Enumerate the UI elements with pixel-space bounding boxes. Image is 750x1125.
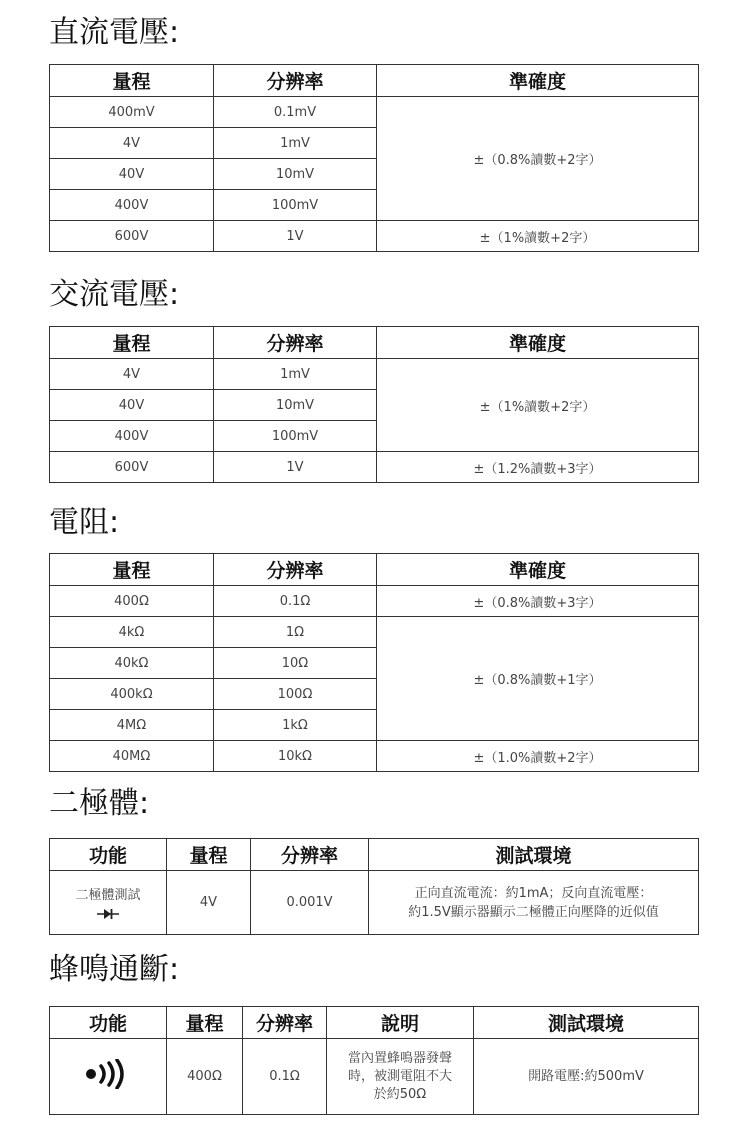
table-row (50, 871, 699, 935)
resolution-cell: 0.1mV (214, 97, 377, 128)
acv-table (49, 326, 699, 483)
table-row (50, 741, 699, 772)
resolution-cell: 1mV (214, 359, 377, 390)
header-accuracy: 準確度 (377, 554, 699, 586)
resolution-cell: 1mV (214, 128, 377, 159)
resolution-cell: 1kΩ (214, 710, 377, 741)
table-header-row (50, 839, 699, 871)
diode-symbol-icon (97, 908, 119, 920)
header-range: 量程 (50, 327, 214, 359)
diode-title: 二極體: (49, 786, 150, 821)
header-accuracy: 準確度 (377, 65, 699, 97)
function-cell (50, 1039, 167, 1115)
range-cell: 4kΩ (50, 617, 214, 648)
table-header-row (50, 1007, 699, 1039)
table-row (50, 221, 699, 252)
range-cell: 400Ω (167, 1039, 243, 1115)
range-cell: 4V (50, 359, 214, 390)
dcv-table (49, 64, 699, 252)
range-cell: 400V (50, 421, 214, 452)
buzzer-sound-icon (81, 1059, 135, 1089)
header-function: 功能 (50, 839, 167, 871)
resolution-cell: 100mV (214, 190, 377, 221)
header-resolution: 分辨率 (251, 839, 369, 871)
table-header-row (50, 554, 699, 586)
accuracy-cell: ±（1%讀數+2字） (377, 221, 699, 252)
table-header-row (50, 65, 699, 97)
test-env-line: 正向直流電流：約1mA；反向直流電壓： (414, 885, 653, 901)
test-env-cell: 開路電壓:約500mV (474, 1039, 699, 1115)
range-cell: 600V (50, 452, 214, 483)
range-cell: 4MΩ (50, 710, 214, 741)
table-row (50, 359, 699, 390)
header-resolution: 分辨率 (214, 554, 377, 586)
range-cell: 400mV (50, 97, 214, 128)
description-line: 於約50Ω (373, 1086, 427, 1102)
resolution-cell: 0.001V (251, 871, 369, 935)
res-table (49, 553, 699, 772)
header-resolution: 分辨率 (243, 1007, 327, 1039)
diode-table (49, 838, 699, 935)
range-cell: 400kΩ (50, 679, 214, 710)
table-row (50, 617, 699, 648)
acv-title: 交流電壓: (49, 277, 180, 312)
resolution-cell: 1V (214, 452, 377, 483)
table-row (50, 586, 699, 617)
accuracy-cell: ±（0.8%讀數+2字） (377, 97, 699, 221)
resolution-cell: 100Ω (214, 679, 377, 710)
res-title: 電阻: (49, 505, 120, 540)
resolution-cell: 10mV (214, 390, 377, 421)
header-range: 量程 (167, 839, 251, 871)
resolution-cell: 10kΩ (214, 741, 377, 772)
function-cell (50, 871, 167, 935)
test-env-line: 約1.5V顯示器顯示二極體正向壓降的近似值 (408, 904, 659, 920)
accuracy-cell: ±（1.0%讀數+2字） (377, 741, 699, 772)
header-resolution: 分辨率 (214, 65, 377, 97)
resolution-cell: 10mV (214, 159, 377, 190)
accuracy-cell: ±（0.8%讀數+1字） (377, 617, 699, 741)
range-cell: 600V (50, 221, 214, 252)
header-function: 功能 (50, 1007, 167, 1039)
header-description: 說明 (327, 1007, 474, 1039)
header-test-env: 測試環境 (369, 839, 699, 871)
accuracy-cell: ±（1.2%讀數+3字） (377, 452, 699, 483)
header-accuracy: 準確度 (377, 327, 699, 359)
accuracy-cell: ±（1%讀數+2字） (377, 359, 699, 452)
function-label: 二極體測試 (75, 887, 141, 903)
resolution-cell: 10Ω (214, 648, 377, 679)
header-range: 量程 (167, 1007, 243, 1039)
table-header-row (50, 327, 699, 359)
header-resolution: 分辨率 (214, 327, 377, 359)
test-env-cell (369, 871, 699, 935)
table-row (50, 97, 699, 128)
resolution-cell: 1V (214, 221, 377, 252)
range-cell: 400V (50, 190, 214, 221)
header-range: 量程 (50, 554, 214, 586)
resolution-cell: 0.1Ω (243, 1039, 327, 1115)
description-line: 當內置蜂鳴器發聲 (347, 1050, 452, 1066)
header-test-env: 測試環境 (474, 1007, 699, 1039)
range-cell: 40V (50, 159, 214, 190)
header-range: 量程 (50, 65, 214, 97)
range-cell: 40V (50, 390, 214, 421)
dcv-title: 直流電壓: (49, 15, 180, 50)
range-cell: 4V (167, 871, 251, 935)
table-row (50, 452, 699, 483)
accuracy-cell: ±（0.8%讀數+3字） (377, 586, 699, 617)
description-line: 時，被測電阻不大 (347, 1068, 452, 1084)
buzzer-title: 蜂鳴通斷: (49, 952, 180, 987)
resolution-cell: 0.1Ω (214, 586, 377, 617)
range-cell: 40kΩ (50, 648, 214, 679)
range-cell: 400Ω (50, 586, 214, 617)
table-row (50, 1039, 699, 1115)
resolution-cell: 100mV (214, 421, 377, 452)
description-cell (327, 1039, 474, 1115)
buzzer-table (49, 1006, 699, 1115)
resolution-cell: 1Ω (214, 617, 377, 648)
range-cell: 40MΩ (50, 741, 214, 772)
range-cell: 4V (50, 128, 214, 159)
